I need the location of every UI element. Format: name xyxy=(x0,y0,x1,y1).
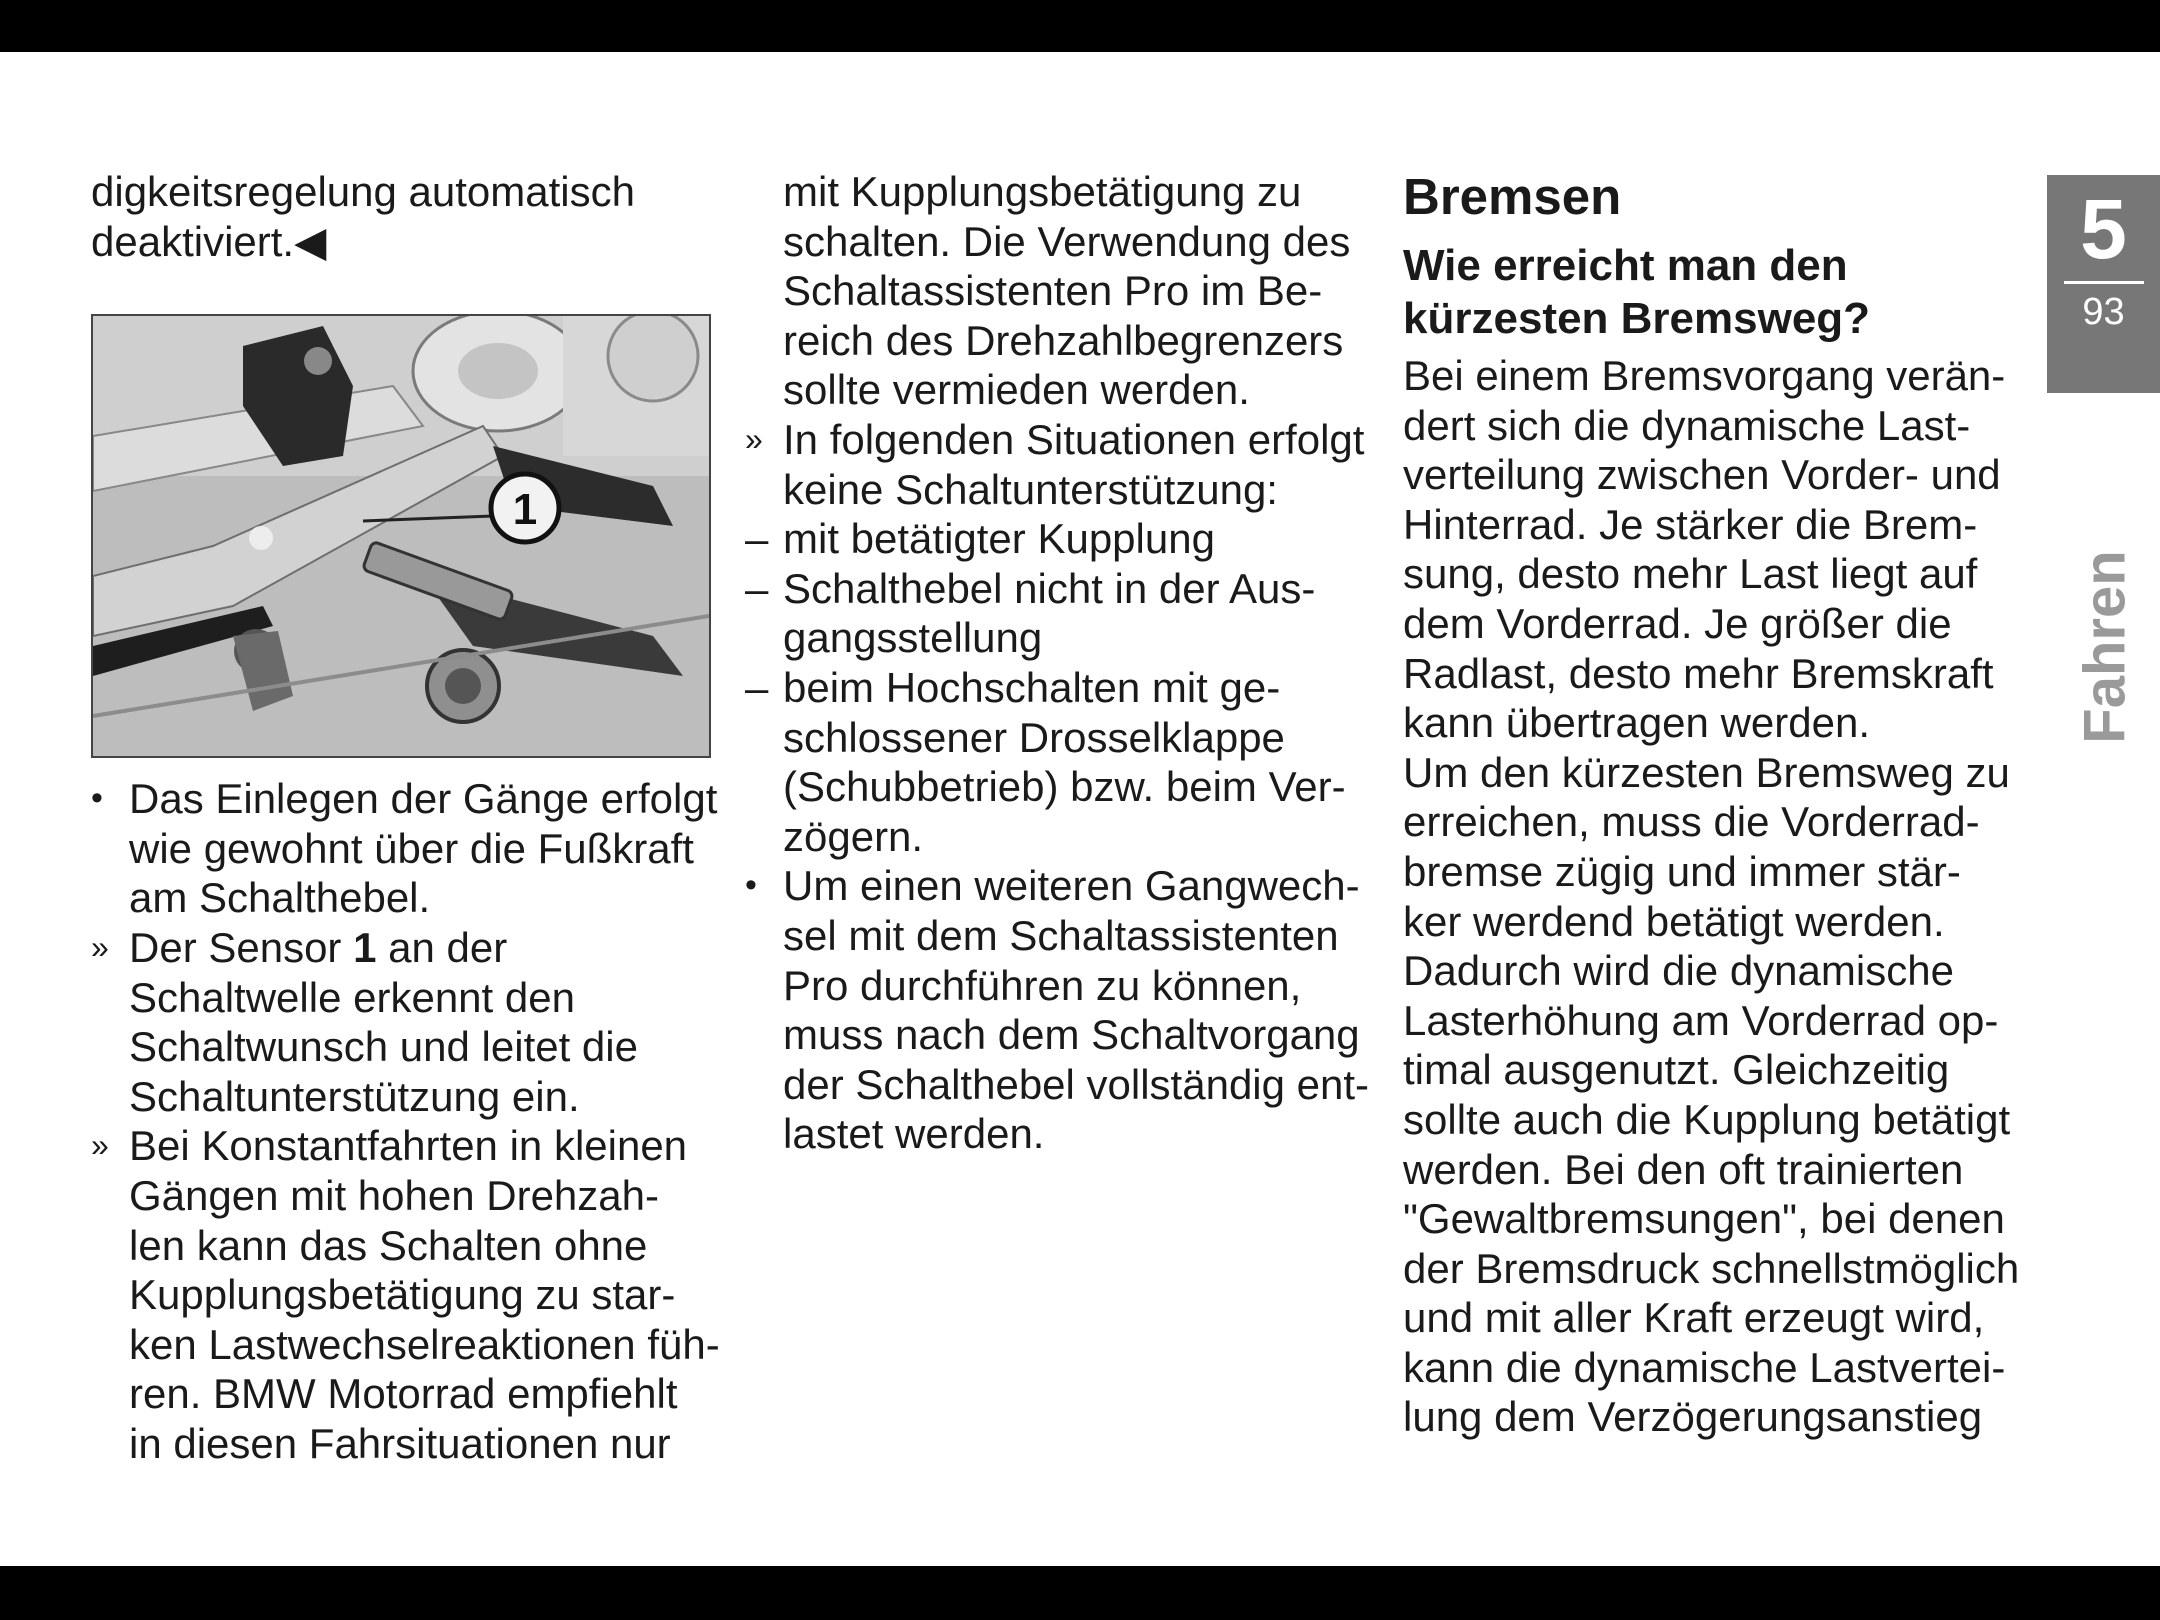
list-item-line: Schalthebel nicht in der Aus- xyxy=(783,564,1316,612)
section-title: Bremsen xyxy=(1403,168,1622,225)
list-item xyxy=(745,514,1365,564)
list-item-line: Gängen mit hohen Drehzah- xyxy=(129,1171,659,1219)
paragraph-line: ker werdend betätigt werden. xyxy=(1403,897,1945,945)
list-item-line: ken Lastwechselreaktionen füh- xyxy=(129,1320,720,1368)
dash-marker: – xyxy=(745,564,769,612)
list-item-line: Pro durchführen zu können, xyxy=(783,961,1302,1009)
subsection-title-line: kürzesten Bremsweg? xyxy=(1403,294,1871,343)
chapter-name: Fahren xyxy=(2072,550,2138,744)
manual-page xyxy=(0,52,2160,1566)
paragraph-line: und mit aller Kraft erzeugt wird, xyxy=(1403,1294,1985,1342)
list-item-line: beim Hochschalten mit ge- xyxy=(783,663,1281,711)
column-middle xyxy=(745,167,1370,1159)
list-item xyxy=(745,861,1370,1159)
list-item-line: Bei Konstantfahrten in kleinen xyxy=(129,1122,688,1170)
list-item-line: ren. BMW Motorrad empfiehlt xyxy=(129,1370,678,1418)
continuation-line: sollte vermieden werden. xyxy=(783,366,1250,414)
guillemet-marker: » xyxy=(745,420,763,457)
list-item xyxy=(91,923,741,1121)
list-item-line xyxy=(129,923,741,973)
guillemet-marker: » xyxy=(91,928,109,965)
paragraph-line: Radlast, desto mehr Bremskraft xyxy=(1403,649,1994,697)
text-segment: Der Sensor xyxy=(129,923,354,971)
paragraph-line: Um den kürzesten Bremsweg zu xyxy=(1403,748,2010,796)
paragraph-line: Dadurch wird die dynamische xyxy=(1403,947,1954,995)
paragraph xyxy=(1403,351,2043,748)
list-item xyxy=(745,663,1365,861)
guillemet-marker: » xyxy=(91,1127,109,1164)
list-item-line: In folgenden Situationen erfolgt xyxy=(783,415,1365,463)
column-left xyxy=(91,167,741,1469)
list-item-line: gangsstellung xyxy=(783,614,1043,662)
chapter-side-label xyxy=(2060,537,2150,757)
list-left xyxy=(91,774,741,1468)
continuation-text xyxy=(745,167,1365,415)
page-number: 93 xyxy=(2082,291,2125,333)
intro-line: digkeitsregelung automatisch xyxy=(91,168,635,215)
subsection-title xyxy=(1403,239,2043,345)
subsection-title-line: Wie erreicht man den xyxy=(1403,241,1848,290)
paragraph-line: erreichen, muss die Vorderrad- xyxy=(1403,798,1980,846)
list-item-line: Schaltwunsch und leitet die xyxy=(129,1023,638,1071)
list-item-line: schlossener Drosselklappe xyxy=(783,713,1285,761)
continuation-line: Schaltassistenten Pro im Be- xyxy=(783,267,1323,315)
list-item-line: der Schalthebel vollständig ent- xyxy=(783,1060,1370,1108)
paragraph-line: timal ausgenutzt. Gleichzeitig xyxy=(1403,1046,1950,1094)
paragraph-line: kann übertragen werden. xyxy=(1403,699,1870,747)
paragraph-line: Hinterrad. Je stärker die Brem- xyxy=(1403,500,1978,548)
list-item-line: muss nach dem Schaltvorgang xyxy=(783,1011,1360,1059)
column-right xyxy=(1403,167,2043,1442)
chapter-thumb-tab xyxy=(2047,175,2160,393)
continuation-line: reich des Drehzahlbegrenzers xyxy=(783,316,1344,364)
list-item-line: Schaltwelle erkennt den xyxy=(129,973,575,1021)
list-item-line: mit betätigter Kupplung xyxy=(783,515,1215,563)
list-item-line: wie gewohnt über die Fußkraft xyxy=(129,824,694,872)
continuation-line: mit Kupplungsbetätigung zu xyxy=(783,168,1302,215)
list-item-line: in diesen Fahrsituationen nur xyxy=(129,1419,671,1467)
list-item-line: Das Einlegen der Gänge erfolgt xyxy=(129,775,718,823)
paragraph-line: werden. Bei den oft trainierten xyxy=(1403,1145,1964,1193)
intro-line: deaktiviert.◀ xyxy=(91,217,327,265)
list-item-line: am Schalthebel. xyxy=(129,874,431,922)
list-item xyxy=(745,564,1365,663)
list-item-line: Um einen weiteren Gangwech- xyxy=(783,862,1360,910)
paragraph-line: Lasterhöhung am Vorderrad op- xyxy=(1403,996,1999,1044)
list-item xyxy=(91,1121,741,1468)
list-item-line: Kupplungsbetätigung zu star- xyxy=(129,1271,676,1319)
thumb-divider xyxy=(2064,281,2144,284)
list-item-line: Schaltunterstützung ein. xyxy=(129,1072,580,1120)
paragraph-line: der Bremsdruck schnellstmöglich xyxy=(1403,1244,2020,1292)
bullet-marker: • xyxy=(91,779,103,818)
list-item-line: zögern. xyxy=(783,812,924,860)
list-item-line: lastet werden. xyxy=(783,1110,1045,1158)
paragraph-line: sollte auch die Kupplung betätigt xyxy=(1403,1095,2011,1143)
paragraph-line: bremse zügig und immer stär- xyxy=(1403,847,1961,895)
list-item-line: len kann das Schalten ohne xyxy=(129,1221,648,1269)
continuation-line: schalten. Die Verwendung des xyxy=(783,217,1351,265)
paragraph-line: Bei einem Bremsvorgang verän- xyxy=(1403,352,2006,399)
dash-marker: – xyxy=(745,663,769,711)
paragraph-line: verteilung zwischen Vorder- und xyxy=(1403,451,2001,499)
list-item-line: sel mit dem Schaltassistenten xyxy=(783,911,1339,959)
dash-marker: – xyxy=(745,515,769,563)
gearshift-sensor-figure xyxy=(91,314,711,758)
paragraph-line: "Gewaltbremsungen", bei denen xyxy=(1403,1195,2005,1243)
list-item-line: keine Schaltunterstützung: xyxy=(783,465,1278,513)
text-segment: an der xyxy=(376,923,508,971)
paragraph-line: sung, desto mehr Last liegt auf xyxy=(1403,550,1978,598)
motorcycle-gearshift-illustration xyxy=(93,316,709,756)
chapter-number: 5 xyxy=(2080,182,2127,276)
paragraph-line: dert sich die dynamische Last- xyxy=(1403,401,1971,449)
paragraph-line: lung dem Verzögerungsanstieg xyxy=(1403,1393,1983,1441)
paragraph-line: dem Vorderrad. Je größer die xyxy=(1403,599,1952,647)
sensor-reference: 1 xyxy=(353,923,377,971)
list-item-line: (Schubbetrieb) bzw. beim Ver- xyxy=(783,763,1346,811)
figure-callout-label: 1 xyxy=(512,485,538,535)
list-middle xyxy=(745,415,1370,1159)
paragraph-line: kann die dynamische Lastvertei- xyxy=(1403,1343,2006,1391)
bullet-marker: • xyxy=(745,866,757,905)
body-text xyxy=(1403,351,2043,1442)
list-item xyxy=(91,774,741,923)
list-item xyxy=(745,415,1365,514)
paragraph xyxy=(1403,748,2043,1442)
